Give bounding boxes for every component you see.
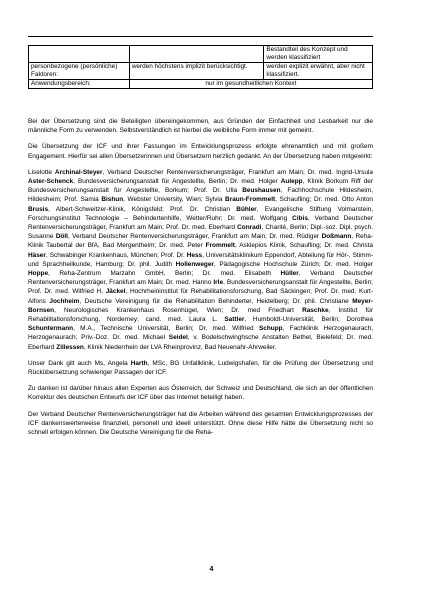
header-rule <box>28 36 373 37</box>
page-number: 4 <box>209 566 214 573</box>
body-text <box>28 117 373 444</box>
table-row <box>29 63 373 80</box>
paragraph: Zu danken ist darüber hinaus allen Experten aus Österreich, der Schweiz und Deutschland, die sich an der öffentlichen Korrektur des deutschen Entwurfs der ICF über das Internet beteiligt haben. <box>28 385 373 402</box>
table-cell: personbezogene (persönliche) Faktoren: <box>29 63 130 80</box>
definition-table <box>28 45 373 89</box>
paragraph: Die Übersetzung der ICF und ihrer Fassungen im Entwicklungsprozess erfolgte ehrenamtlich und mit großem Engagement. Hierfür sei allen Übersetzerinnen und Übersetzern herzlich gedankt. An der Übersetzung haben mitgewirkt: <box>28 143 373 160</box>
paragraph: Bei der Übersetzung sind die Beteiligten übereingekommen, aus Gründen der Einfachheit und Lesbarkeit nur die männliche Form zu verwenden. Selbstverständlich ist hierbei die weibliche Form immer mit gemeint. <box>28 118 373 135</box>
contributors-paragraph: Liselotte Archinal-Steyer, Verband Deutscher Rentenversicherungsträger, Frankfurt am Main; Dr. med. Ingrid-Ursula Aster-Schenck, Bundesversicherungsanstalt für Angestellte, Berlin; Dr. med. Holger Aulepp, Klinik Borkum Riff der Bundesversicherungsanstalt für Angestellte, Borkum; Prof. Dr. Ulla Beushausen, Fachhochschule Hildesheim, Hildesheim; Prof. Samia Bishun, Webster University, Wien; Sylvia Braun-Frommelt, Schaufling; Dr. med. Otto Anton Brusis, Albert-Schweitzer-Klinik, Königsfeld; Prof. Dr. Christian Bühler, Evangelische Stiftung Volmarstein, Forschungsinstitut Technologie – Behindertenhilfe, Wetter/Ruhr; Dr. med. Wolfgang Cibis, Verband Deutscher Rentenversicherungsträger, Frankfurt am Main; Prof. Dr. med. Eberhard Conradi, Charité, Berlin; Dipl.-soz. Dipl. psych. Susanne Döll, Verband Deutscher Rentenversicherungsträger, Frankfurt am Main; Dr. med. Rüdiger Doßmann, Reha-Klinik Taubertal der BfA, Bad Mergentheim; Dr. med. Peter Frommelt, Asklepios Klinik, Schaufling; Dr. med. Christa Häser, Schwabinger Krankenhaus, München; Prof. Dr. Hess, Universitätsklinikum Eppendorf, Abteilung für Hör-, Stimm- und Sprachheilkunde, Hamburg; Dr. phil. Judith Hollenweger, Pädagogische Hochschule Zürich; Dr. med. Holger Hoppe, Reha-Zentrum Marzahn GmbH, Berlin; Dr. med. Elisabeth Hüller, Verband Deutscher Rentenversicherungsträger, Frankfurt am Main; Dr. med. Hanno Irle, Bundesversicherungsanstalt für Angestellte, Berlin; Prof. Dr. med. Wilfried H. Jäckel, Hochrheininstitut für Rehabilitationsforschung, Bad Säckingen; Prof. Dr. med. Kurt-Alfons Jochheim, Deutsche Vereinigung für die Rehabilitation Behinderter, Heidelberg; Dr. phil. Christiane Meyer-Bornsen, Neurologisches Krankenhaus Rosenhügel, Wien; Dr. med Friedhart Raschke, Institut für Rehabilitationsforschung, Norderney; cand. med. Laura L. Sattler, Humboldt-Universität, Berlin; Dorothea Schuntermann, M.A., Technische Universität, Berlin; Dr. med. Wilfried Schupp, Fachklinik Herzogenaurach, Herzogenaurach; Priv.-Doz. Dr. med. Michael Seidel, v. Bodelschwinghsche Anstalten Bethel, Bielefeld; Dr. med. Eberhard Zillessen, Klinik Niederrhein der LVA Rheinprovinz, Bad Neuenahr-Ahrweiler. <box>28 168 374 351</box>
table-cell: Bestandteil des Konzept und werden klassifiziert <box>264 46 373 63</box>
paragraph: Unser Dank gilt auch Ms, Angela Harth, MSc, BG Unfallklinik, Ludwigshafen, für die Prüfung der Übersetzung und Rückübersetzung schwieriger Passagen der ICF. <box>28 359 373 377</box>
table-row <box>29 80 373 89</box>
table-cell: Anwendungsbereich: <box>29 80 130 89</box>
paragraph: Der Verband Deutscher Rentenversicherungsträger hat die Arbeiten während des gesamten Entwicklungsprozesses der ICF dankenswerterweise finanziell, personell und ideell unterstützt. Ohne diese Hilfe hätte die Übersetzung nicht so schnell erfolgen können. Die Deutsche Vereinigung für die Reha- <box>28 410 373 437</box>
table-cell <box>129 46 264 63</box>
table-cell <box>29 46 130 63</box>
table-row <box>29 46 373 63</box>
table-cell: werden höchstens implizit berücksichtigt. <box>129 63 264 80</box>
table-cell: nur im gesundheitlichen Kontext <box>129 80 372 89</box>
table-cell: werden explizit erwähnt, aber nicht klassifiziert. <box>264 63 373 80</box>
